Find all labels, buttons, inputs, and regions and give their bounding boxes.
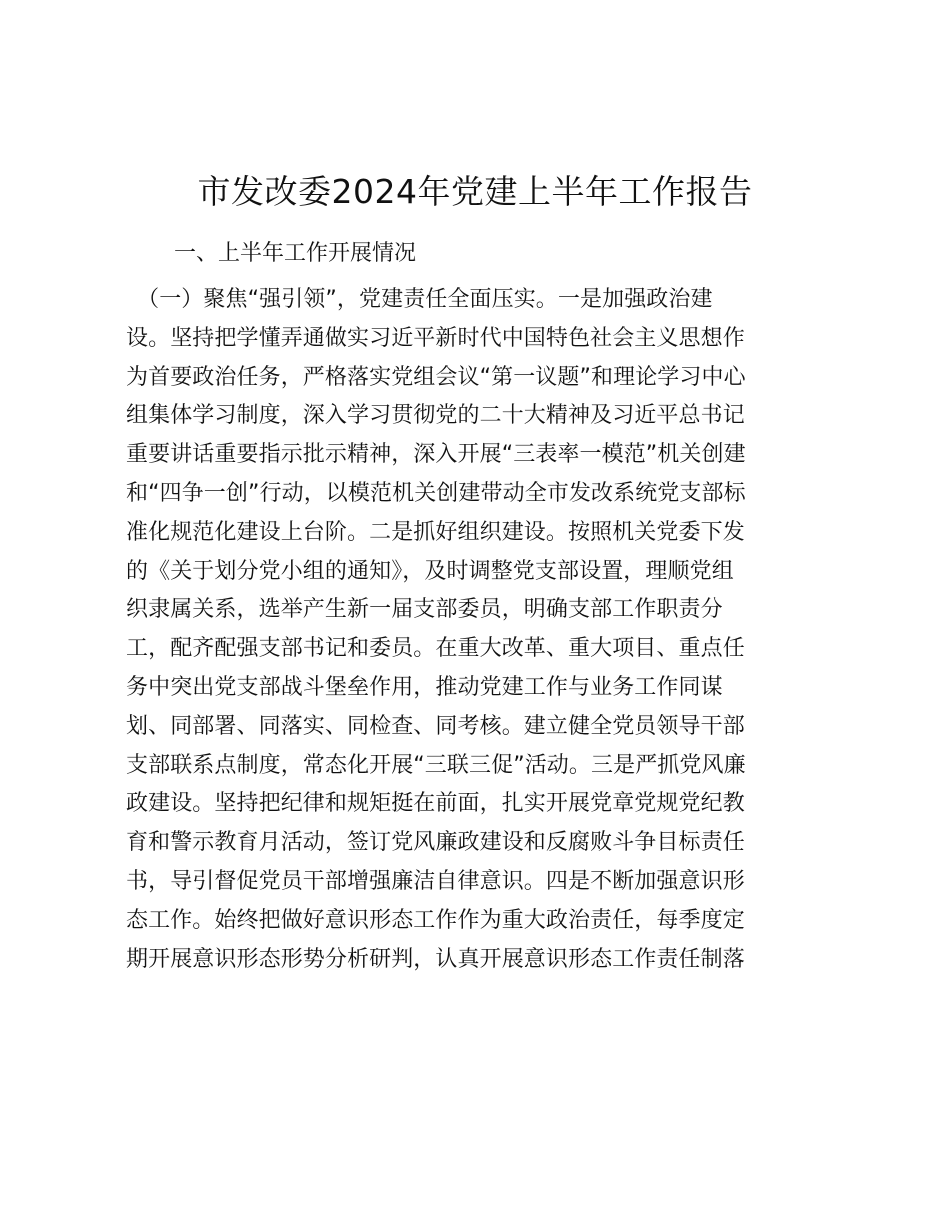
paragraph-line: 和“四争一创”行动，以模范机关创建带动全市发改系统党支部标	[126, 480, 746, 506]
paragraph-line: 组集体学习制度，深入学习贯彻党的二十大精神及习近平总书记	[126, 403, 745, 429]
paragraph-line: 政建设。坚持把纪律和规矩挺在前面，扎实开展党章党规党纪教	[126, 791, 745, 817]
paragraph-line: 务中突出党支部战斗堡垒作用，推动党建工作与业务工作同谋	[126, 674, 723, 700]
body-paragraph	[126, 281, 826, 979]
paragraph-line: 工，配齐配强支部书记和委员。在重大改革、重大项目、重点任	[126, 636, 745, 662]
paragraph-line: 书，导引督促党员干部增强廉洁自律意识。四是不断加强意识形	[126, 868, 745, 894]
paragraph-line: 重要讲话重要指示批示精神，深入开展“三表率一模范”机关创建	[126, 442, 746, 468]
paragraph-line: 期开展意识形态形势分析研判，认真开展意识形态工作责任制落	[126, 946, 745, 972]
paragraph-line: 划、同部署、同落实、同检查、同考核。建立健全党员领导干部	[126, 713, 745, 739]
paragraph-line: 育和警示教育月活动，签订党风廉政建设和反腐败斗争目标责任	[126, 830, 745, 856]
section-heading: 一、上半年工作开展情况	[174, 241, 417, 266]
document-title: 市发改委2024年党建上半年工作报告	[197, 172, 753, 211]
paragraph-line: 准化规范化建设上台阶。二是抓好组织建设。按照机关党委下发	[126, 519, 745, 545]
paragraph-line: （一）聚焦“强引领”，党建责任全面压实。一是加强政治建	[126, 287, 713, 312]
paragraph-line: 态工作。始终把做好意识形态工作作为重大政治责任，每季度定	[126, 907, 745, 933]
paragraph-line: 支部联系点制度，常态化开展“三联三促”活动。三是严抓党风廉	[126, 752, 746, 778]
paragraph-line: 织隶属关系，选举产生新一届支部委员，明确支部工作职责分	[126, 597, 723, 623]
paragraph-line: 的《关于划分党小组的通知》，及时调整党支部设置，理顺党组	[126, 558, 734, 584]
paragraph-line: 为首要政治任务，严格落实党组会议“第一议题”和理论学习中心	[126, 364, 746, 390]
paragraph-line: 设。坚持把学懂弄通做实习近平新时代中国特色社会主义思想作	[126, 325, 745, 351]
